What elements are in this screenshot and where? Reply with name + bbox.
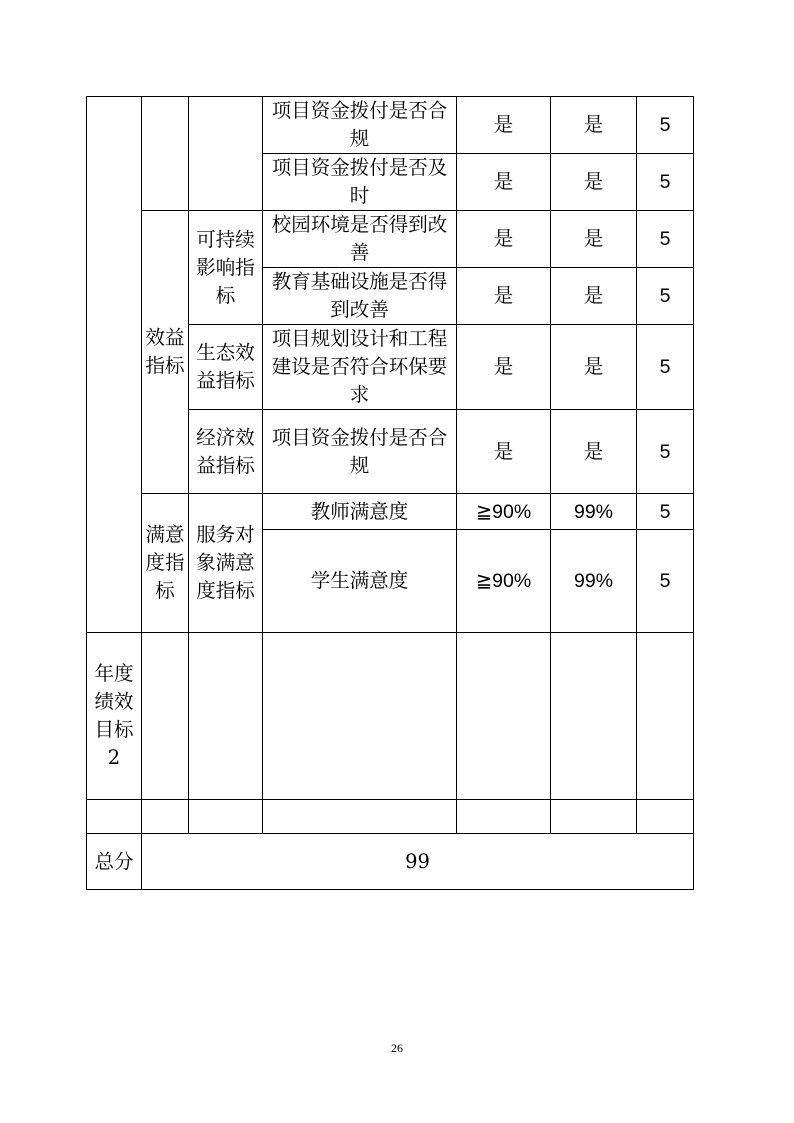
target-cell: ≧90% [457,530,551,633]
empty-cell [637,800,694,834]
target-cell: 是 [457,211,551,268]
subcategory-service: 服务对象满意度指标 [189,494,263,633]
target-cell: 是 [457,97,551,154]
actual-cell: 是 [551,268,637,325]
table-row [87,97,694,154]
empty-cell [142,633,189,800]
empty-cell [87,800,142,834]
subcategory-ecological: 生态效益指标 [189,325,263,410]
category-satisfaction: 满意度指标 [142,494,189,633]
score-cell: 5 [637,154,694,211]
category-benefit: 效益指标 [142,211,189,494]
subcategory-sustainable: 可持续影响指标 [189,211,263,325]
score-cell: 5 [637,530,694,633]
empty-cell [637,633,694,800]
indicator-cell: 项目资金拨付是否及时 [263,154,457,211]
table-row [87,633,694,800]
target-cell: 是 [457,268,551,325]
indicator-cell: 学生满意度 [263,530,457,633]
total-label: 总分 [87,834,142,890]
table-row [87,800,694,834]
indicator-cell: 项目规划设计和工程建设是否符合环保要求 [263,325,457,410]
actual-cell: 是 [551,211,637,268]
indicator-cell: 教育基础设施是否得到改善 [263,268,457,325]
empty-cell [457,800,551,834]
actual-cell: 99% [551,494,637,530]
empty-cell [263,800,457,834]
empty-cell [189,800,263,834]
page-number: 26 [391,1041,403,1055]
subcategory-cell-empty [189,97,263,211]
indicator-cell: 校园环境是否得到改善 [263,211,457,268]
empty-cell [551,633,637,800]
total-value: 99 [142,834,694,890]
empty-cell [263,633,457,800]
category-cell-empty [142,97,189,211]
indicator-cell: 项目资金拨付是否合规 [263,97,457,154]
total-row [87,834,694,890]
empty-cell [457,633,551,800]
target-cell: 是 [457,154,551,211]
score-cell: 5 [637,494,694,530]
target-cell: 是 [457,410,551,494]
indicator-cell: 项目资金拨付是否合规 [263,410,457,494]
indicator-cell: 教师满意度 [263,494,457,530]
table-row [87,211,694,268]
score-cell: 5 [637,211,694,268]
empty-cell [189,633,263,800]
subcategory-economic: 经济效益指标 [189,410,263,494]
actual-cell: 是 [551,325,637,410]
score-cell: 5 [637,268,694,325]
target-cell: 是 [457,325,551,410]
actual-cell: 99% [551,530,637,633]
year-goal-label: 年度绩效目标2 [87,633,142,800]
table-row [87,494,694,530]
score-cell: 5 [637,97,694,154]
actual-cell: 是 [551,97,637,154]
score-cell: 5 [637,325,694,410]
score-cell: 5 [637,410,694,494]
actual-cell: 是 [551,154,637,211]
empty-cell [142,800,189,834]
performance-table [86,96,694,890]
actual-cell: 是 [551,410,637,494]
empty-cell [551,800,637,834]
target-cell: ≧90% [457,494,551,530]
year-goal-cell-top [87,97,142,633]
